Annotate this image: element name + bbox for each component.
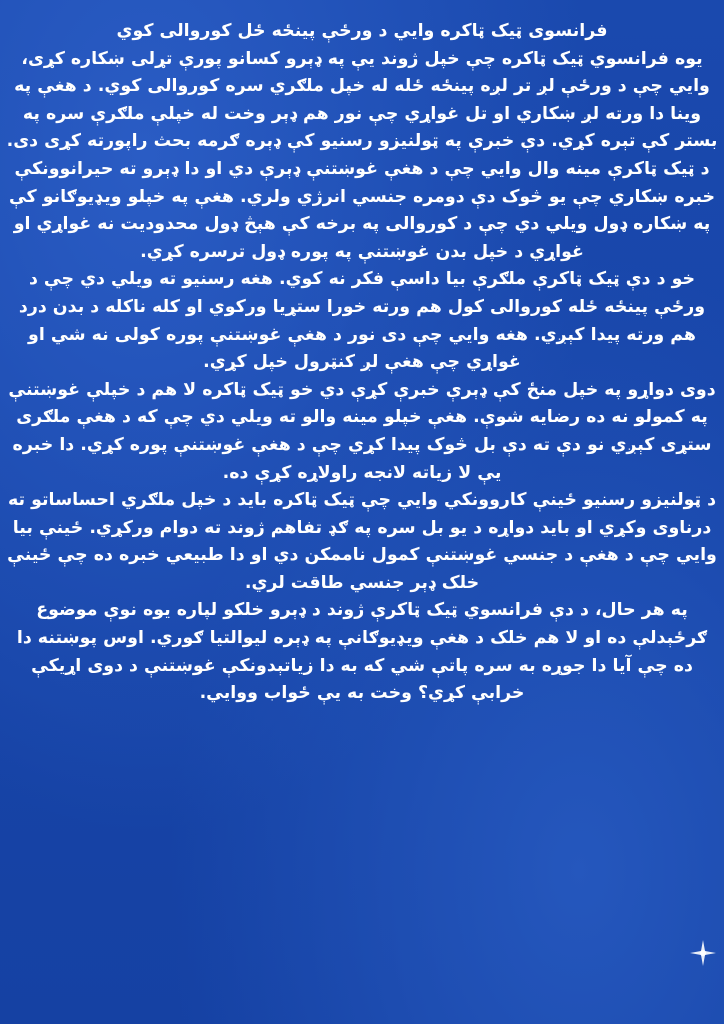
article-paragraph: خو د دې ټیک ټاکرې ملګرې بیا داسې فکر نه کوي. هغه رسنیو ته ویلي دي چې د ورځې پینځه ځله کوروالی کول هم ورته خورا ستړیا ورکوي او کله ناکله د بدن درد هم ورته پیدا کېږي. هغه وایي چې دی نور د هغې غوښتنې پوره کولی نه شي او غواړي چې هغې لږ کنټرول خپل کړي. <box>18 269 706 373</box>
article-paragraph: د ټیک ټاکرې مینه وال وایي چې د هغې غوښتنې ډېرې دي او دا ډېرو ته حیرانوونکې خبره ښکاري چې یو څوک دې دومره جنسي انرژي ولري. هغې په خپلو ویډیوګانو کې په ښکاره ډول ویلي دي چې د کوروالی په برخه کې هېڅ ډول محدودیت نه غواړي او غواړي د خپل بدن غوښتنې په پوره ډول ترسره کړي. <box>8 158 716 262</box>
article-paragraph: په هر حال، د دې فرانسوي ټیک ټاکرې ژوند د ډېرو خلکو لپاره یوه نوې موضوع ګرځېدلې ده او لا هم خلک د هغې ویډیوګانې په ډېره لیوالتیا ګوري. اوس پوښتنه دا ده چې آیا دا جوړه به سره پاتې شي که به دا زیاتېدونکې غوښتنې د دوی اړیکې خرابې کړي؟ وخت به یې ځواب ووایي. <box>16 600 708 704</box>
article-title: فرانسوی ټیک ټاکره وایي د ورځې پینځه ځل کوروالی کوي <box>116 21 608 41</box>
article-paragraph: دوی دواړو په خپل منځ کې ډېرې خبرې کړې دي خو ټیک ټاکره لا هم د خپلې غوښتنې په کمولو نه ده رضایه شوې. هغې خپلو مینه والو ته ویلي دي چې که د هغې ملګری ستړی کېږي نو دې ته دې بل څوک پیدا کړي چې د هغې غوښتنې پوره کړي. دا خبره یې لا زیاته لانجه راولاړه کړې ده. <box>8 379 716 483</box>
article-body <box>6 18 718 708</box>
article-paragraph: یوه فرانسوي ټیک ټاکره چې خپل ژوند یې په ډېرو کسانو پورې تړلی ښکاره کړی، وایي چې د ورځې لږ تر لږه پینځه ځله له خپل ملګري سره کوروالی کوي. د هغې په وینا دا ورته لږ ښکاري او تل غواړي چې نور هم ډېر وخت له خپلې ملګرې سره په بستر کې تېره کړي. دې خبرې په ټولنیزو رسنیو کې ډېره ګرمه بحث راپورته کړی دی. <box>6 48 718 152</box>
sparkle-icon <box>690 940 716 966</box>
article-paragraph: د ټولنیزو رسنیو ځینې کاروونکي وایي چې ټیک ټاکره باید د خپل ملګري احساساتو ته درناوی وکړي او باید دواړه د یو بل سره په ګډ تفاهم ژوند ته دوام ورکړي. ځینې بیا وایي چې د هغې د جنسي غوښتنې کمول ناممکن دي او دا طبیعي خبره ده چې ځینې خلک ډېر جنسي طاقت لري. <box>7 490 717 593</box>
